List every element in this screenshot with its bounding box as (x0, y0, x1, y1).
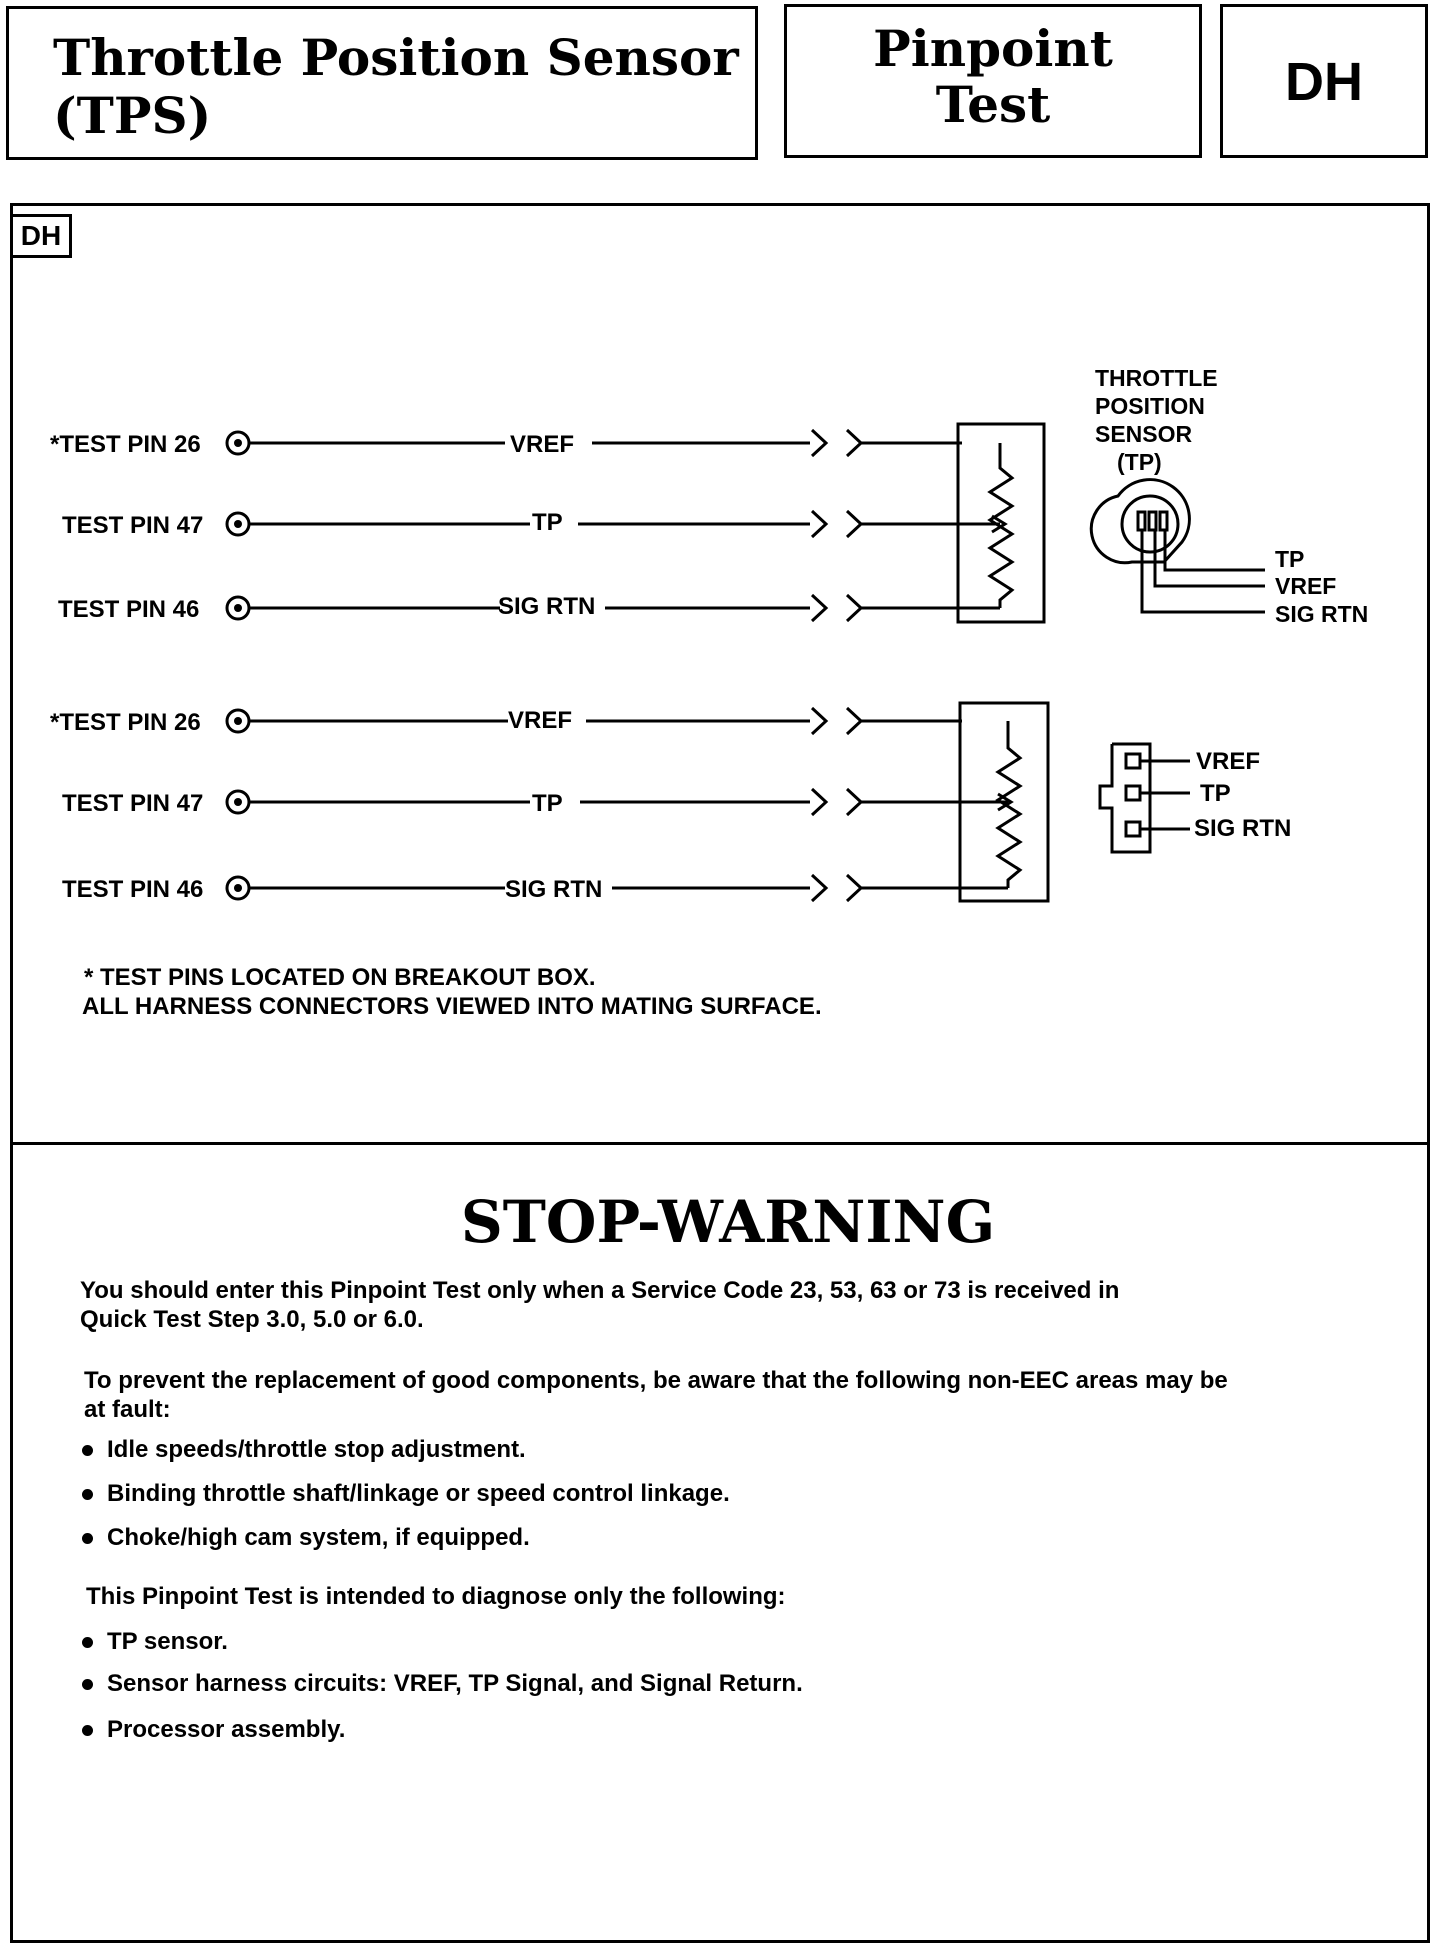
diagram-notes (82, 963, 822, 1021)
intro-line-2: Quick Test Step 3.0, 5.0 or 6.0. (80, 1306, 424, 1333)
jack-icon (227, 597, 249, 619)
tp-flat-connector (1100, 744, 1190, 852)
intro-line-1: You should enter this Pinpoint Test only when a Service Code 23, 53, 63 or 73 is received in (80, 1277, 1120, 1304)
circuit-label-upper-vref: VREF (510, 431, 575, 458)
tp-round-connector (1091, 480, 1265, 612)
bullet-icon (82, 1533, 93, 1544)
bullet-icon (82, 1637, 93, 1648)
list-item: Idle speeds/throttle stop adjustment. (82, 1436, 526, 1464)
prevent-line-1: To prevent the replacement of good components, be aware that the following non-EEC areas may be (84, 1367, 1228, 1394)
title-line-2: (TPS) (53, 86, 212, 145)
connector-label-lower-vref: VREF (1196, 748, 1261, 775)
connector-label-lower-tp: TP (1200, 780, 1231, 807)
circuit-label-upper-sigrtn: SIG RTN (498, 593, 596, 620)
test-type-line-1: Pinpoint (873, 19, 1113, 78)
circuit-label-lower-sigrtn: SIG RTN (505, 876, 603, 903)
jack-icon (227, 513, 249, 535)
connector-label-lower-sigrtn: SIG RTN (1194, 815, 1292, 842)
circuit-label-upper-tp: TP (532, 509, 563, 536)
sensor-label-line-4: (TP) (1117, 449, 1162, 475)
bullet-icon (82, 1489, 93, 1500)
warning-title: STOP-WARNING (460, 1188, 996, 1256)
sensor-label-line-1: THROTTLE (1095, 365, 1218, 391)
circuit-label-lower-vref: VREF (508, 707, 573, 734)
connector-label-upper-tp: TP (1275, 546, 1305, 572)
connector-label-upper-vref: VREF (1275, 573, 1337, 599)
jack-icon (227, 791, 249, 813)
bullet-icon (82, 1679, 93, 1690)
pin-label-upper-46: TEST PIN 46 (58, 596, 200, 623)
title-line-1: Throttle Position Sensor (53, 28, 739, 87)
test-pin-jacks (227, 432, 249, 899)
sensor-schematic-lower (861, 703, 1048, 901)
bullet-icon (82, 1445, 93, 1456)
test-type-line-2: Test (935, 75, 1051, 134)
diagram-tag: DH (10, 214, 72, 258)
test-code: DH (1285, 52, 1363, 112)
list-item: TP sensor. (82, 1628, 228, 1656)
list-item: Processor assembly. (82, 1716, 345, 1744)
bullet-icon (82, 1725, 93, 1736)
connector-chevrons (812, 430, 861, 901)
jack-icon (227, 877, 249, 899)
list-item: Binding throttle shaft/linkage or speed control linkage. (82, 1480, 730, 1508)
pin-label-lower-46: TEST PIN 46 (62, 876, 204, 903)
warning-prevent (84, 1366, 1228, 1424)
sensor-label-line-3: SENSOR (1095, 421, 1193, 447)
pin-label-upper-47: TEST PIN 47 (62, 512, 204, 539)
pin-label-lower-47: TEST PIN 47 (62, 790, 204, 817)
warning-intro (80, 1276, 1119, 1334)
list-item: Sensor harness circuits: VREF, TP Signal, and Signal Return. (82, 1670, 803, 1698)
pin-label-upper-26: *TEST PIN 26 (50, 431, 201, 458)
note-line-1: * TEST PINS LOCATED ON BREAKOUT BOX. (84, 964, 596, 991)
sensor-schematic-upper (861, 424, 1044, 622)
pin-label-lower-26: *TEST PIN 26 (50, 709, 201, 736)
list-item: Choke/high cam system, if equipped. (82, 1524, 530, 1552)
sensor-label-line-2: POSITION (1095, 393, 1205, 419)
prevent-line-2: at fault: (84, 1396, 171, 1423)
jack-icon (227, 432, 249, 454)
diagnose-intro: This Pinpoint Test is intended to diagnose only the following: (86, 1583, 786, 1610)
connector-label-upper-sigrtn: SIG RTN (1275, 601, 1369, 627)
jack-icon (227, 710, 249, 732)
note-line-2: ALL HARNESS CONNECTORS VIEWED INTO MATING SURFACE. (82, 993, 822, 1020)
circuit-label-lower-tp: TP (532, 790, 563, 817)
